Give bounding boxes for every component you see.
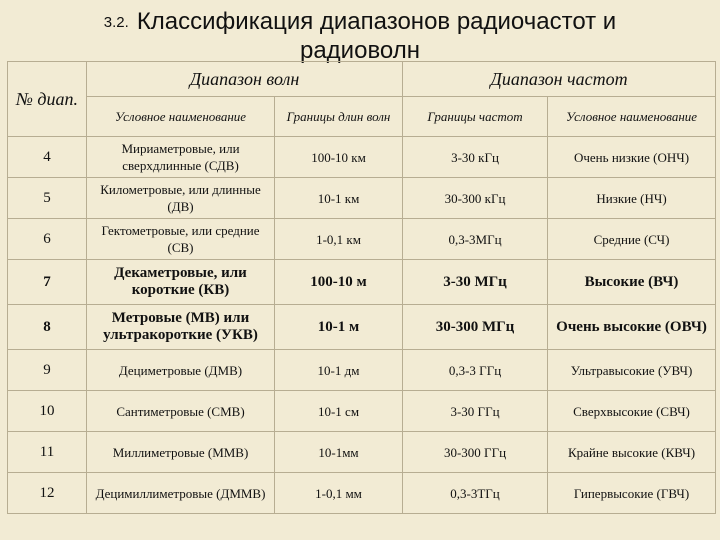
freq-name: Низкие (НЧ) xyxy=(548,178,716,219)
band-number: 9 xyxy=(8,350,87,391)
title-line-1: Классификация диапазонов радиочастот и xyxy=(136,8,617,35)
table-row xyxy=(8,391,716,432)
band-number: 4 xyxy=(8,137,87,178)
wave-name: Декаметровые, или короткие (КВ) xyxy=(87,260,275,305)
header-freq-name: Условное наименование xyxy=(548,97,716,137)
freq-name: Крайне высокие (КВЧ) xyxy=(548,432,716,473)
freq-name: Очень низкие (ОНЧ) xyxy=(548,137,716,178)
wave-name: Миллиметровые (ММВ) xyxy=(87,432,275,473)
freq-bounds: 3-30 ГГц xyxy=(403,391,548,432)
header-freq-bounds: Границы частот xyxy=(403,97,548,137)
header-frequency-range: Диапазон частот xyxy=(403,62,716,97)
header-row-sub xyxy=(8,97,716,137)
wave-bounds: 10-1 дм xyxy=(275,350,403,391)
wave-bounds: 100-10 м xyxy=(275,260,403,305)
wave-bounds: 10-1 см xyxy=(275,391,403,432)
band-number: 5 xyxy=(8,178,87,219)
table-row xyxy=(8,260,716,305)
freq-bounds: 30-300 МГц xyxy=(403,305,548,350)
wave-bounds: 10-1 км xyxy=(275,178,403,219)
header-wave-bounds: Границы длин волн xyxy=(275,97,403,137)
freq-name: Гипервысокие (ГВЧ) xyxy=(548,473,716,514)
freq-name: Очень высокие (ОВЧ) xyxy=(548,305,716,350)
header-wave-name: Условное наименование xyxy=(87,97,275,137)
freq-bounds: 0,3-3 ГГц xyxy=(403,350,548,391)
freq-name: Средние (СЧ) xyxy=(548,219,716,260)
wave-name: Сантиметровые (СМВ) xyxy=(87,391,275,432)
freq-bounds: 30-300 ГГц xyxy=(403,432,548,473)
freq-bounds: 3-30 МГц xyxy=(403,260,548,305)
wave-name: Децимиллиметровые (ДММВ) xyxy=(87,473,275,514)
wave-name: Дециметровые (ДМВ) xyxy=(87,350,275,391)
wave-name: Метровые (МВ) или ультракороткие (УКВ) xyxy=(87,305,275,350)
table-row xyxy=(8,350,716,391)
header-band-number: № диап. xyxy=(8,62,87,137)
wave-bounds: 10-1мм xyxy=(275,432,403,473)
band-number: 7 xyxy=(8,260,87,305)
freq-bounds: 3-30 кГц xyxy=(403,137,548,178)
wave-bounds: 1-0,1 мм xyxy=(275,473,403,514)
table-row xyxy=(8,219,716,260)
wave-name: Гектометровые, или средние (СВ) xyxy=(87,219,275,260)
page-title xyxy=(0,8,720,65)
band-number: 11 xyxy=(8,432,87,473)
title-number: 3.2. xyxy=(103,14,129,31)
band-number: 10 xyxy=(8,391,87,432)
wave-name: Мириаметровые, или сверхдлинные (СДВ) xyxy=(87,137,275,178)
freq-name: Высокие (ВЧ) xyxy=(548,260,716,305)
band-number: 12 xyxy=(8,473,87,514)
table-row xyxy=(8,178,716,219)
wave-bounds: 100-10 км xyxy=(275,137,403,178)
table-row xyxy=(8,473,716,514)
freq-name: Сверхвысокие (СВЧ) xyxy=(548,391,716,432)
header-wave-range: Диапазон волн xyxy=(87,62,403,97)
title-line-2: радиоволн xyxy=(299,37,420,64)
radio-bands-table xyxy=(7,61,716,514)
table-row xyxy=(8,137,716,178)
wave-bounds: 10-1 м xyxy=(275,305,403,350)
table-row xyxy=(8,305,716,350)
header-row-main xyxy=(8,62,716,97)
freq-bounds: 0,3-3ТГц xyxy=(403,473,548,514)
freq-bounds: 0,3-3МГц xyxy=(403,219,548,260)
band-number: 8 xyxy=(8,305,87,350)
freq-name: Ультравысокие (УВЧ) xyxy=(548,350,716,391)
freq-bounds: 30-300 кГц xyxy=(403,178,548,219)
wave-name: Километровые, или длинные (ДВ) xyxy=(87,178,275,219)
wave-bounds: 1-0,1 км xyxy=(275,219,403,260)
table-row xyxy=(8,432,716,473)
band-number: 6 xyxy=(8,219,87,260)
